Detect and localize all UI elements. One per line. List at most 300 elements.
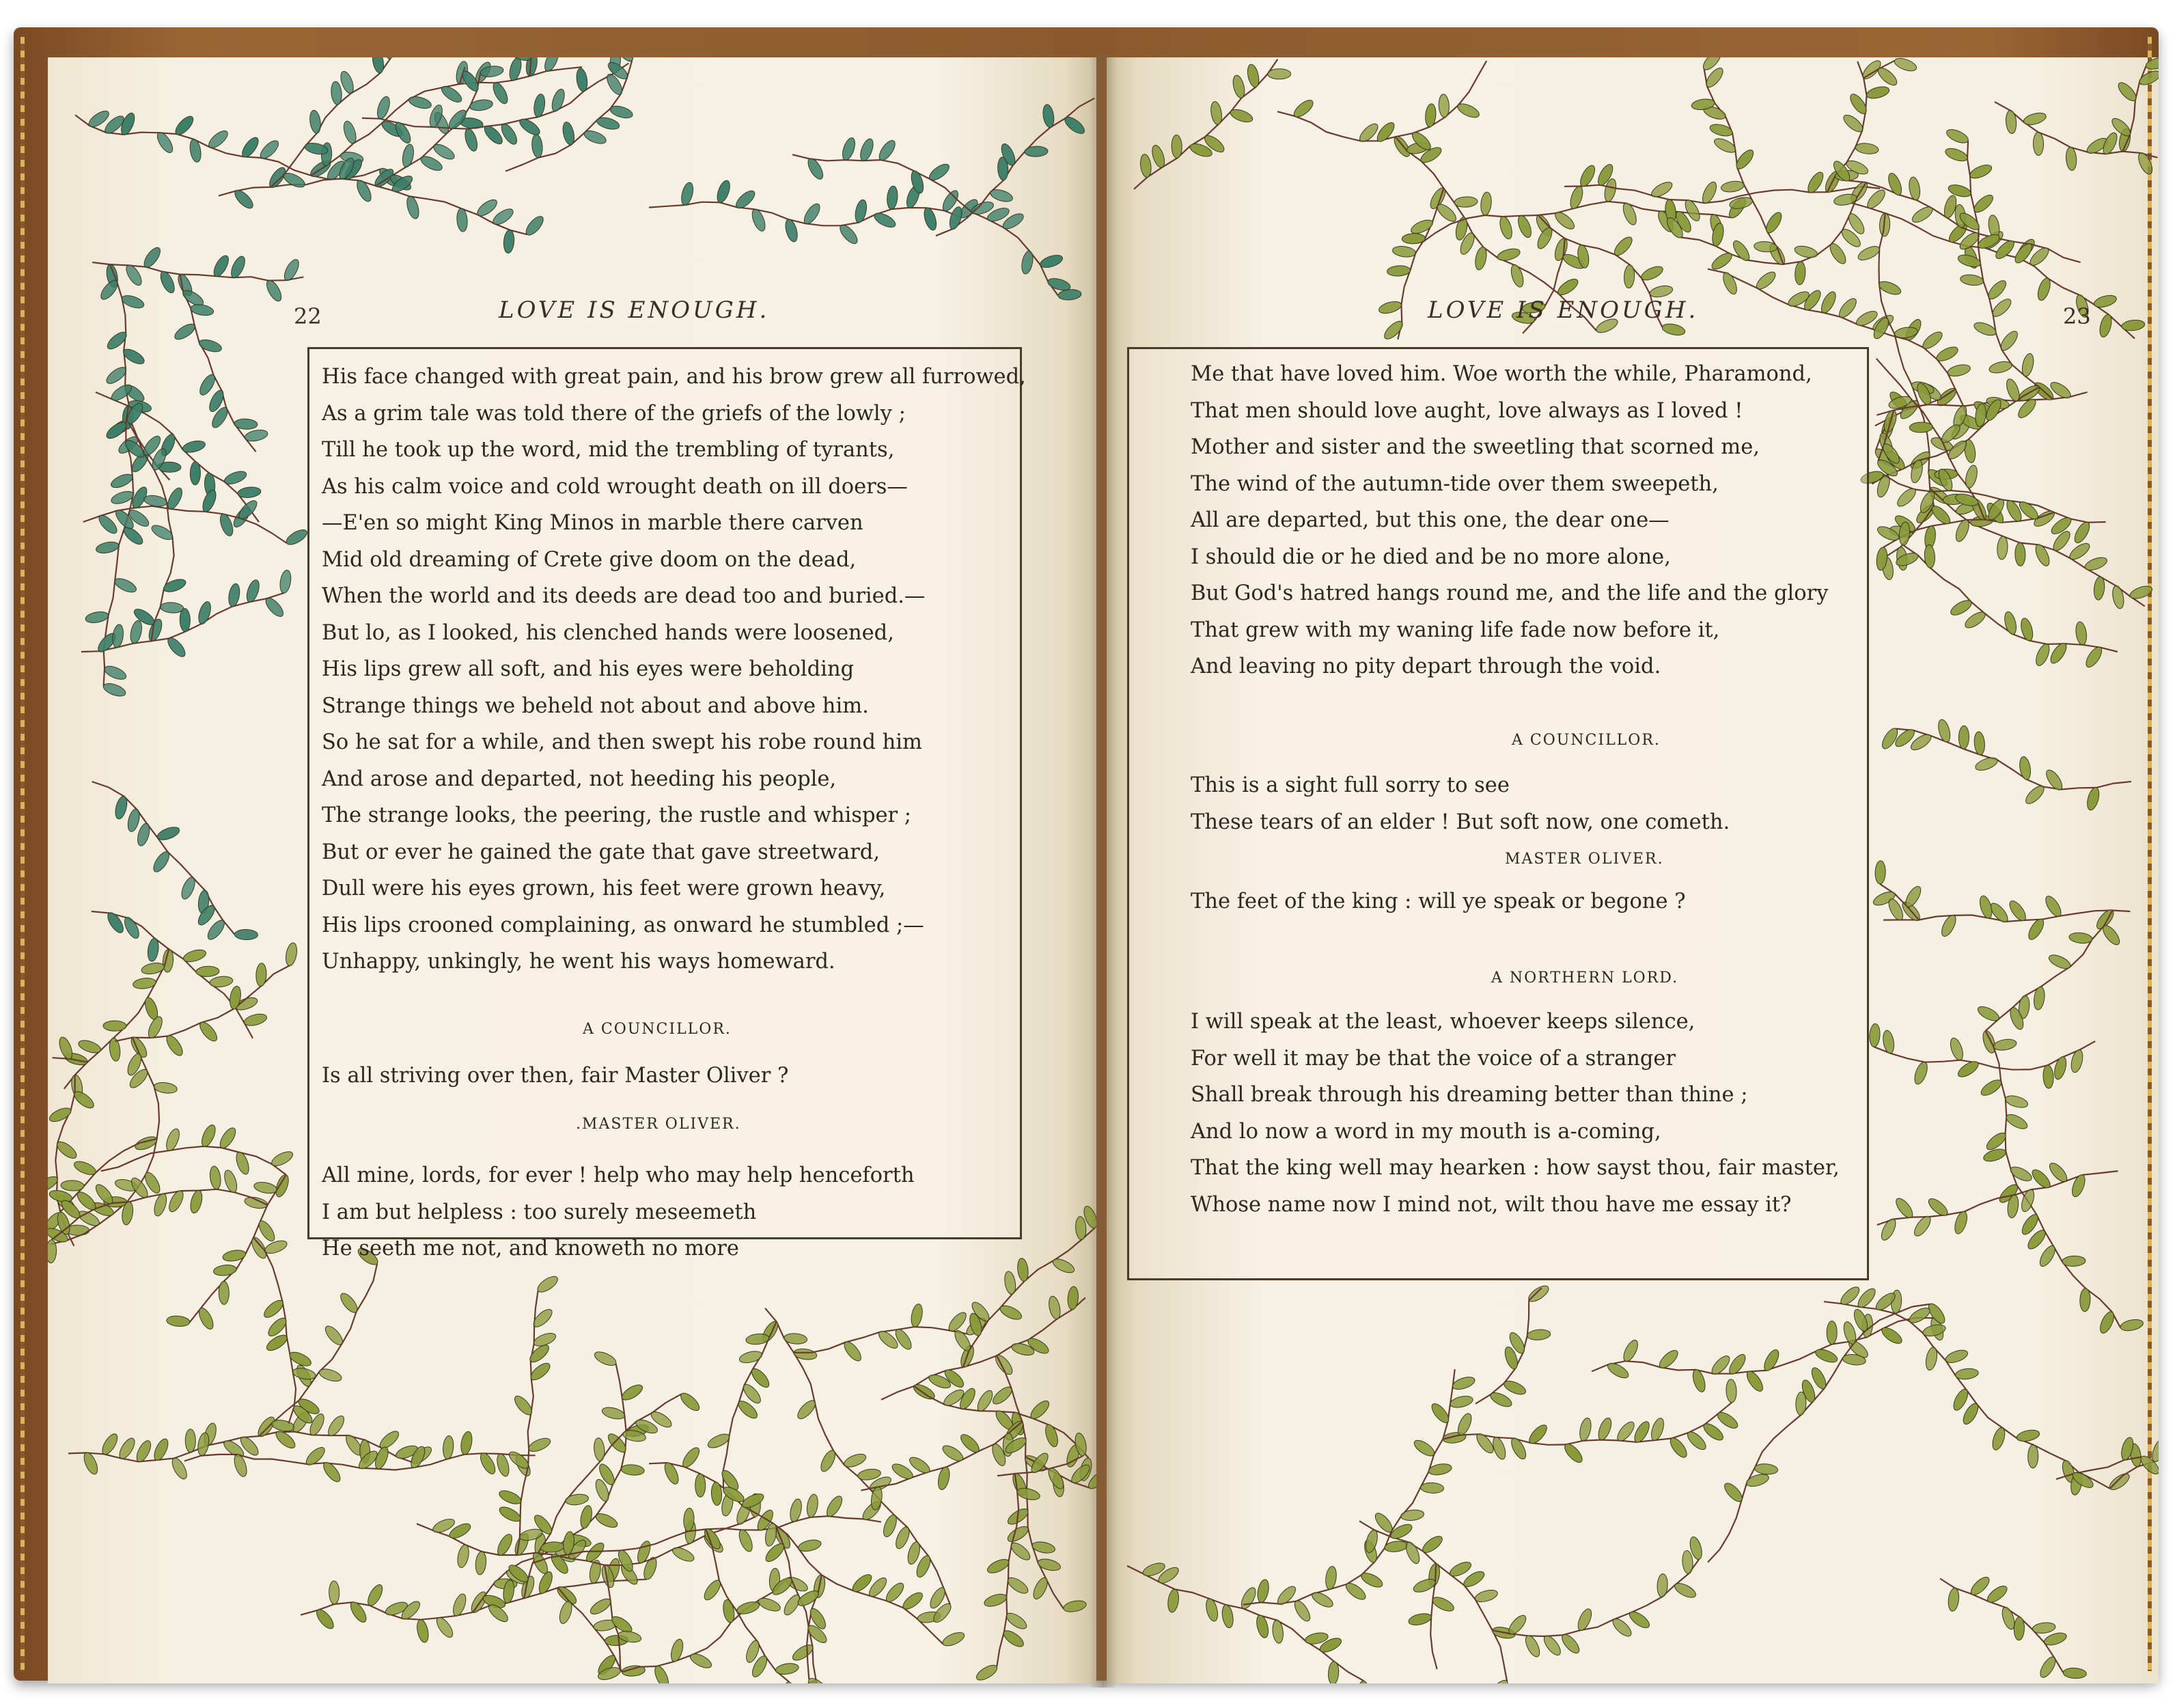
vine-leaf: [456, 208, 469, 232]
verse-line: Dull were his eyes grown, his feet were grown heavy,: [322, 877, 886, 900]
speaker-heading: A COUNCILLOR.: [583, 1021, 732, 1038]
vine-leaf: [2116, 80, 2139, 104]
vine-leaf: [1649, 179, 1674, 199]
vine-leaf: [1075, 1216, 1087, 1240]
vine-leaf: [72, 1159, 98, 1177]
vine-leaf: [1016, 1486, 1041, 1502]
vine-leaf: [1866, 85, 1891, 100]
vine-leaf: [2100, 923, 2122, 948]
vine-leaf: [85, 610, 109, 624]
vine-leaf: [173, 113, 196, 137]
vine-leaf: [1960, 273, 1984, 286]
vine-leaf: [840, 136, 857, 161]
vine-leaf: [196, 601, 212, 626]
verse-line: Mid old dreaming of Crete give doom on the dead,: [322, 547, 857, 572]
verse-line: Unhappy, unkingly, he went his ways homeward.: [322, 950, 835, 974]
vine-leaf: [1910, 204, 1935, 225]
vine-leaf: [2136, 151, 2155, 176]
vine-leaf: [1172, 135, 1182, 158]
vine-leaf: [1639, 264, 1665, 283]
vine-leaf: [2007, 898, 2029, 923]
vine-leaf: [229, 254, 248, 279]
vine-leaf: [1502, 1378, 1527, 1396]
vine-leaf: [680, 181, 695, 206]
vine-leaf: [165, 635, 189, 659]
vine-leaf: [1553, 209, 1577, 232]
vine-stem: [1967, 141, 2053, 399]
vine-leaf: [1374, 120, 1397, 144]
vine-leaf: [900, 1590, 925, 1612]
vine-leaf: [1473, 1588, 1499, 1604]
verse-line: So he sat for a while, and then swept his robe round him: [322, 730, 922, 754]
vine-leaf: [1818, 290, 1838, 315]
vine-leaf: [1924, 1347, 1939, 1371]
vine-leaf: [209, 975, 234, 988]
vine-leaf: [1763, 210, 1784, 236]
verse-line: Strange things we beheld not about and above him.: [322, 693, 869, 718]
vine-leaf: [160, 602, 184, 614]
vine-leaf: [162, 577, 187, 594]
vine-leaf: [1047, 1295, 1062, 1320]
vine-leaf: [593, 1349, 618, 1368]
verse-line: —E'en so might King Minos in marble there carven: [322, 511, 863, 535]
vine-leaf: [1310, 1590, 1335, 1610]
vine-leaf: [1924, 545, 1935, 568]
vine-leaf: [164, 1033, 186, 1058]
vine-leaf: [1400, 1509, 1424, 1521]
vine-leaf: [2065, 147, 2077, 171]
vine-leaf: [2004, 1094, 2029, 1110]
vine-leaf: [2062, 1256, 2086, 1267]
vine-leaf: [2029, 1167, 2053, 1191]
vine-leaf: [2145, 57, 2159, 71]
vine-leaf: [273, 1173, 291, 1198]
vine-leaf: [105, 910, 126, 935]
vine-stem: [794, 1327, 967, 1353]
vine-leaf: [1067, 1286, 1079, 1310]
verse-line: This is a sight full sorry to see: [1191, 773, 1510, 797]
vine-leaf: [48, 1105, 73, 1125]
vine-leaf: [1958, 726, 1969, 749]
running-title: LOVE IS ENOUGH.: [1428, 297, 1699, 324]
vine-leaf: [1438, 94, 1450, 118]
vine-leaf: [262, 1297, 286, 1321]
vine-leaf: [128, 620, 143, 644]
vine-leaf: [434, 1615, 456, 1640]
vine-leaf: [1403, 1540, 1422, 1565]
vine-leaf: [239, 135, 261, 159]
vine-leaf: [1827, 1321, 1837, 1344]
vine-leaf: [365, 1582, 385, 1608]
vine-leaf: [371, 57, 385, 74]
vine-leaf: [150, 523, 175, 542]
speaker-heading: A COUNCILLOR.: [1512, 732, 1661, 749]
vine-leaf: [1004, 1610, 1029, 1632]
vine-leaf: [263, 595, 286, 619]
vine-leaf: [1412, 1437, 1437, 1459]
vine-leaf: [1523, 1634, 1542, 1659]
vine-leaf: [1062, 114, 1087, 137]
vine-leaf: [715, 179, 732, 204]
vine-leaf: [1359, 1570, 1385, 1590]
left-page: [48, 57, 1096, 1683]
vine-leaf: [941, 1629, 966, 1649]
vine-leaf: [1291, 97, 1316, 120]
vine-leaf: [1814, 1347, 1839, 1365]
vine-leaf: [2005, 110, 2017, 134]
running-title: LOVE IS ENOUGH.: [499, 297, 770, 324]
vine-leaf: [151, 849, 172, 874]
vine-leaf: [1836, 296, 1859, 320]
vine-leaf: [475, 197, 499, 219]
verse-line: But God's hatred hangs round me, and the life and the glory: [1191, 581, 1829, 605]
vine-leaf: [1559, 1631, 1582, 1655]
vine-leaf: [401, 143, 415, 168]
vine-leaf: [1596, 1416, 1613, 1442]
vine-leaf: [1869, 1023, 1881, 1047]
vine-leaf: [264, 278, 284, 303]
vine-leaf: [2037, 1243, 2058, 1269]
vine-leaf: [102, 663, 128, 682]
vine-leaf: [1912, 1060, 1930, 1086]
verse-block: [1191, 1004, 1840, 1223]
vine-leaf: [662, 1461, 681, 1486]
vine-leaf: [1935, 344, 1960, 364]
vine-leaf: [172, 321, 197, 342]
vine-leaf: [1875, 65, 1899, 88]
vine-leaf: [824, 1493, 845, 1519]
verse-line: All are departed, but this one, the dear one—: [1191, 508, 1670, 532]
vine-leaf: [490, 81, 510, 106]
vine-leaf: [208, 1166, 221, 1190]
vine-leaf: [74, 1189, 98, 1213]
vine-leaf: [2121, 319, 2145, 332]
vine-leaf: [2063, 1668, 2087, 1679]
vine-leaf: [749, 1366, 772, 1390]
vine-leaf: [1947, 363, 1972, 378]
vine-leaf: [292, 1366, 316, 1381]
vine-leaf: [842, 1339, 864, 1364]
verse-line: The feet of the king : will ye speak or begone ?: [1191, 890, 1686, 913]
vine-leaf: [1509, 263, 1525, 288]
vine-leaf: [678, 1390, 702, 1414]
vine-leaf: [2047, 1160, 2070, 1184]
vine-leaf: [688, 1651, 713, 1671]
vine-leaf: [797, 1538, 822, 1553]
vine-leaf: [1856, 243, 1881, 262]
vine-leaf: [1667, 1435, 1690, 1460]
speaker-heading: A NORTHERN LORD.: [1491, 969, 1679, 987]
vine-leaf: [1555, 276, 1580, 298]
vine-leaf: [975, 1388, 995, 1414]
verse-line: I will speak at the least, whoever keeps silence,: [1191, 1010, 1695, 1034]
vine-leaf: [81, 1450, 100, 1476]
vine-leaf: [1392, 245, 1417, 258]
vine-leaf: [1221, 1604, 1235, 1629]
vine-leaf: [227, 583, 241, 607]
vine-leaf: [166, 1315, 190, 1327]
vine-leaf: [1879, 1325, 1904, 1347]
vine-leaf: [1955, 1368, 1980, 1381]
vine-leaf: [1827, 241, 1848, 266]
vine-leaf: [264, 1332, 290, 1353]
vine-leaf: [475, 1551, 487, 1575]
vine-leaf: [1039, 253, 1064, 270]
vine-leaf: [1527, 1329, 1551, 1341]
vine-leaf: [1879, 1217, 1898, 1242]
vine-leaf: [1682, 1550, 1694, 1574]
verse-line: His lips grew all soft, and his eyes were beholding: [322, 657, 855, 681]
verse-block: [1191, 883, 1686, 920]
vine-leaf: [196, 1306, 216, 1331]
vine-leaf: [1721, 271, 1740, 296]
vine-leaf: [1976, 1004, 2001, 1023]
vine-leaf: [1685, 1429, 1708, 1452]
vine-leaf: [2003, 611, 2019, 636]
vine-leaf: [671, 1545, 696, 1564]
vine-leaf: [197, 338, 223, 354]
vine-leaf: [1488, 1390, 1514, 1409]
vine-leaf: [1721, 1480, 1745, 1504]
vine-leaf: [872, 210, 898, 230]
vine-leaf: [2038, 1655, 2059, 1680]
verse-line: For well it may be that the voice of a stranger: [1191, 1046, 1676, 1071]
vine-leaf: [579, 1504, 594, 1529]
vine-leaf: [185, 1429, 195, 1452]
vine-leaf: [695, 1474, 706, 1497]
verse-line: All mine, lords, for ever ! help who may help henceforth: [322, 1163, 915, 1187]
vine-leaf: [48, 1239, 57, 1263]
vine-leaf: [141, 245, 163, 270]
vine-leaf: [244, 1196, 268, 1210]
vine-leaf: [893, 1525, 912, 1550]
vine-leaf: [1430, 1595, 1456, 1614]
vine-leaf: [1908, 176, 1922, 201]
verse-line: That grew with my waning life fade now before it,: [1191, 618, 1720, 642]
vine-leaf: [1945, 127, 1970, 146]
vine-leaf: [439, 83, 464, 105]
vine-leaf: [1008, 1540, 1033, 1563]
vine-leaf: [2008, 1164, 2034, 1184]
vine-leaf: [1624, 264, 1635, 288]
vine-leaf: [2083, 555, 2109, 573]
vine-leaf: [100, 1431, 121, 1457]
vine-leaf: [109, 471, 135, 491]
verse-line: His face changed with great pain, and his brow grew all furrowed,: [322, 365, 1026, 389]
verse-line: I should die or he died and be no more alone,: [1191, 545, 1671, 569]
vine-leaf: [1210, 101, 1223, 126]
verse-line: Till he took up the word, mid the trembling of tyrants,: [322, 438, 895, 462]
vine-leaf: [876, 138, 898, 163]
vine-leaf: [1578, 1417, 1593, 1442]
vine-leaf: [109, 1038, 122, 1062]
verse-line: When the world and its deeds are dead too and buried.—: [322, 584, 926, 608]
vine-leaf: [121, 524, 146, 547]
vine-leaf: [2098, 1310, 2117, 1335]
vine-leaf: [477, 1451, 498, 1476]
vine-leaf: [721, 1599, 736, 1623]
vine-leaf: [1042, 104, 1055, 128]
verse-line: Shall break through his dreaming better than thine ;: [1191, 1083, 1748, 1107]
vine-leaf: [1527, 1422, 1550, 1446]
vine-leaf: [1841, 112, 1866, 135]
verse-line: Whose name now I mind not, wilt thou have me essay it?: [1191, 1192, 1792, 1217]
verse-line: The strange looks, the peering, the rustle and whisper ;: [322, 803, 912, 827]
vine-leaf: [1993, 1038, 2017, 1052]
verse-block: [1191, 767, 1730, 840]
vine-leaf: [1610, 1616, 1634, 1639]
vine-leaf: [1451, 1375, 1476, 1392]
vine-leaf: [1328, 1661, 1340, 1683]
vine-leaf: [2067, 540, 2092, 562]
vine-leaf: [883, 1580, 906, 1604]
verse-line: His lips crooned complaining, as onward he stumbled ;—: [322, 913, 924, 937]
vine-leaf: [284, 942, 299, 967]
vine-leaf: [1256, 1579, 1270, 1603]
vine-leaf: [535, 1273, 560, 1295]
verse-line: But or ever he gained the gate that gave streetward,: [322, 840, 881, 864]
vine-leaf: [456, 1544, 471, 1569]
vine-leaf: [1028, 1398, 1052, 1422]
vine-leaf: [1382, 318, 1406, 342]
vine-leaf: [1973, 731, 1986, 755]
vine-leaf: [1139, 154, 1152, 178]
right-page: [1107, 57, 2159, 1683]
vine-leaf: [527, 1435, 552, 1454]
vine-leaf: [180, 608, 191, 631]
vine-leaf: [1649, 1417, 1666, 1442]
vine-leaf: [1480, 191, 1492, 215]
vine-leaf: [117, 1436, 138, 1461]
vine-leaf: [575, 68, 589, 92]
vine-leaf: [1974, 755, 1999, 773]
vine-leaf: [141, 961, 165, 976]
verse-line: And lo now a word in my mouth is a-coming,: [1191, 1119, 1661, 1144]
vine-leaf: [1968, 163, 1993, 181]
vine-leaf: [1496, 247, 1521, 263]
vine-leaf: [1057, 289, 1081, 301]
vine-leaf: [325, 1414, 347, 1438]
vine-leaf: [497, 1504, 523, 1524]
vine-leaf: [146, 937, 160, 962]
vine-leaf: [927, 161, 952, 183]
vine-stem: [271, 59, 391, 187]
open-book: [14, 27, 2159, 1681]
vine-leaf: [1886, 171, 1904, 197]
vine-leaf: [1605, 1360, 1631, 1381]
vine-leaf: [1988, 359, 2013, 374]
vine-leaf: [779, 1681, 794, 1683]
vine-leaf: [853, 199, 868, 223]
vine-leaf: [2042, 894, 2064, 919]
verse-line: I am but helpless : too surely meseemeth: [322, 1200, 757, 1224]
vine-leaf: [1292, 1599, 1313, 1624]
vine-stem: [101, 1146, 286, 1175]
page-number: 22: [294, 303, 322, 329]
vine-leaf: [189, 1189, 204, 1215]
vine-leaf: [588, 1596, 613, 1617]
vine-leaf: [404, 195, 421, 220]
vine-leaf: [523, 214, 546, 238]
text-frame: [1127, 347, 1869, 1280]
vine-stem: [649, 1463, 943, 1644]
vine-leaf: [1016, 1258, 1029, 1282]
vine-leaf: [561, 121, 576, 146]
page-number: 23: [2063, 303, 2091, 329]
vine-leaf: [1895, 486, 1919, 509]
vine-leaf: [620, 1382, 645, 1403]
vine-leaf: [55, 1139, 79, 1161]
vine-leaf: [2023, 783, 2047, 806]
vine-leaf: [922, 206, 939, 232]
vine-leaf: [1473, 246, 1488, 271]
vine-leaf: [199, 1123, 218, 1148]
verse-block: [1191, 356, 1828, 685]
vine-leaf: [1909, 422, 1932, 432]
vine-leaf: [1998, 329, 2021, 353]
vine-leaf: [217, 1125, 238, 1151]
vine-leaf: [415, 1619, 430, 1643]
vine-leaf: [1886, 897, 1906, 922]
vine-leaf: [1730, 238, 1752, 263]
vine-leaf: [232, 187, 256, 211]
verse-line: These tears of an elder ! But soft now, one cometh.: [1191, 810, 1730, 834]
vine-leaf: [974, 1662, 999, 1683]
vine-leaf: [1268, 69, 1291, 79]
verse-line: As a grim tale was told there of the griefs of the lowly ;: [322, 401, 906, 426]
vine-leaf: [958, 1431, 982, 1455]
vine-leaf: [237, 486, 261, 499]
vine-leaf: [986, 1556, 1011, 1575]
vine-leaf: [200, 488, 219, 514]
vine-leaf: [111, 624, 124, 648]
vine-leaf: [271, 1418, 296, 1433]
vine-leaf: [314, 1607, 336, 1631]
vine-leaf: [1611, 234, 1635, 258]
vine-leaf: [998, 1303, 1023, 1322]
vine-leaf: [337, 1291, 360, 1315]
vine-leaf: [2052, 1056, 2068, 1081]
vine-leaf: [512, 1393, 535, 1418]
vine-leaf: [1541, 1633, 1564, 1657]
vine-leaf: [1356, 1680, 1369, 1683]
vine-leaf: [2034, 642, 2052, 667]
speaker-heading: .MASTER OLIVER.: [576, 1116, 741, 1133]
vine-leaf: [993, 1353, 1015, 1377]
vine-leaf: [1701, 1421, 1726, 1444]
vine-leaf: [886, 186, 898, 210]
vine-leaf: [495, 1452, 512, 1478]
vine-leaf: [736, 1528, 755, 1553]
vine-leaf: [1990, 296, 2014, 319]
vine-leaf: [1979, 1077, 2004, 1098]
vine-leaf: [1006, 1524, 1031, 1545]
vine-leaf: [462, 127, 480, 152]
vine-leaf: [1744, 1368, 1766, 1393]
vine-leaf: [154, 1082, 178, 1095]
vine-leaf: [2014, 542, 2025, 566]
vine-leaf: [234, 929, 258, 940]
verse-block: [322, 1157, 915, 1267]
vine-leaf: [1997, 536, 2009, 560]
vine-leaf: [253, 1181, 277, 1195]
vine-leaf: [1344, 1580, 1368, 1603]
vine-leaf: [1865, 187, 1888, 211]
vine-leaf: [2033, 132, 2044, 155]
vine-leaf: [1167, 1588, 1180, 1613]
vine-leaf: [95, 540, 120, 555]
vine-leaf: [1051, 1256, 1076, 1276]
